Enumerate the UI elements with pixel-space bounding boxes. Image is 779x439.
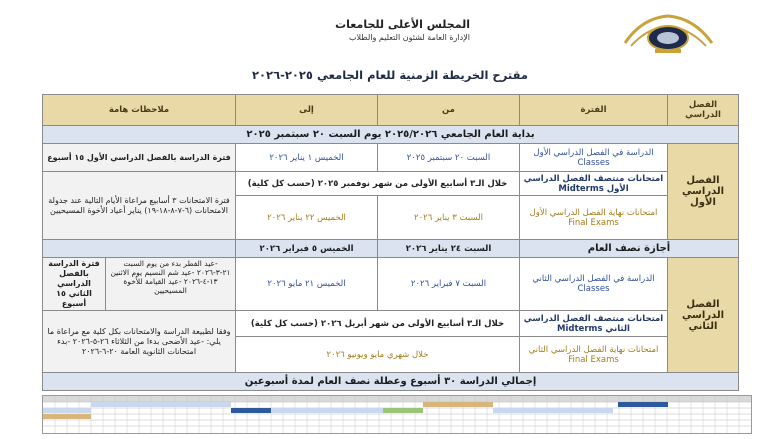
sem1-midterms-period: امتحانات منتصف الفصل الدراسي الأول Midterms (520, 172, 668, 196)
sem2-midterms-span: خلال الـ٣ أسابيع الأولى من شهر أبريل ٢٠٢٦ (حسب كل كلية) (236, 311, 520, 337)
calendar-strip (42, 395, 752, 434)
col-to-header: إلى (236, 95, 378, 126)
col-from-header: من (378, 95, 520, 126)
sem1-finals-from: السبت ٣ يناير ٢٠٢٦ (378, 196, 520, 240)
sem1-weeks-note: فترة الدراسة بالفصل الدراسي الأول ١٥ أسبوع (43, 144, 236, 172)
schedule-table (42, 94, 739, 391)
sem1-classes-from: السبت ٢٠ سبتمبر ٢٠٢٥ (378, 144, 520, 172)
sem2-midterms-period: امتحانات منتصف الفصل الدراسي الثاني Midterms (520, 311, 668, 337)
col-notes-header: ملاحظات هامة (43, 95, 236, 126)
org-line1: المجلس الأعلى للجامعات (335, 18, 470, 31)
page-title: مقترح الخريطة الزمنية للعام الجامعي ٢٠٢٥-٢٠٢٦ (252, 68, 528, 82)
sem2-classes-from: السبت ٧ فبراير ٢٠٢٦ (378, 258, 520, 311)
col-semester-header: الفصل الدراسي (668, 95, 739, 126)
mid-break-label: أجازة نصف العام (520, 240, 739, 258)
sem2-exams-note: وفقا لطبيعة الدراسة والامتحانات بكل كلية مع مراعاة ما يلي: -عيد الأضحى بدءا من الثلاثاء ٢٦-٥-٢٠٢٦ -بدء امتحانات الثانوية العامة ٢٠-٦-٢٠٢٦ (43, 311, 236, 373)
org-header (200, 18, 470, 42)
sem2-holidays-note: -عيد الفطر بدء من يوم السبت ٢١-٣-٢٠٢٦ -عيد شم النسيم يوم الاثنين ١٣-٤-٢٠٢٦ -عيد القيامة للأخوة المسيحيين (110, 259, 231, 295)
sem2-classes-period: الدراسة في الفصل الدراسي الثاني Classes (520, 258, 668, 311)
col-period-header: الفترة (520, 95, 668, 126)
sem1-exams-note: فترة الامتحانات ٣ أسابيع مراعاة الأيام التالية عند جدولة الامتحانات (٦-٧-٨-١٨-١٩) يناير أعياد الأخوة المسيحيين (43, 172, 236, 240)
mid-break-notes (43, 240, 236, 258)
sem1-midterms-span: خلال الـ٣ أسابيع الأولى من شهر نوفمبر ٢٠٢٥ (حسب كل كلية) (236, 172, 520, 196)
calendar-grid (43, 396, 751, 433)
sem2-label: الفصل الدراسي الثاني (668, 258, 739, 373)
mid-break-from: السبت ٢٤ يناير ٢٠٢٦ (378, 240, 520, 258)
sem1-finals-period: امتحانات نهاية الفصل الدراسي الأول Final Exams (520, 196, 668, 240)
mid-break-to: الخميس ٥ فبراير ٢٠٢٦ (236, 240, 378, 258)
year-start-row: بداية العام الجامعي ٢٠٢٥/٢٠٢٦ يوم السبت ٢٠ سبتمبر ٢٠٢٥ (43, 126, 739, 144)
university-seal-icon (617, 13, 720, 55)
sem2-finals-span: خلال شهري مايو ويونيو ٢٠٢٦ (236, 337, 520, 373)
sem2-classes-to: الخميس ٢١ مايو ٢٠٢٦ (236, 258, 378, 311)
sem1-finals-to: الخميس ٢٢ يناير ٢٠٢٦ (236, 196, 378, 240)
sem2-finals-period: امتحانات نهاية الفصل الدراسي الثاني Final Exams (520, 337, 668, 373)
total-row: إجمالي الدراسة ٣٠ أسبوع وعطلة نصف العام لمدة أسبوعين (43, 373, 739, 391)
sem1-classes-period: الدراسة في الفصل الدراسي الأول Classes (520, 144, 668, 172)
sem2-weeks-note: فترة الدراسة بالفصل الدراسي الثاني ١٥ أسبوع (43, 258, 106, 310)
sem1-label: الفصل الدراسي الأول (668, 144, 739, 240)
org-line2: الإدارة العامة لشئون التعليم والطلاب (348, 33, 470, 42)
sem2-notes-cell (43, 258, 236, 311)
sem1-classes-to: الخميس ١ يناير ٢٠٢٦ (236, 144, 378, 172)
